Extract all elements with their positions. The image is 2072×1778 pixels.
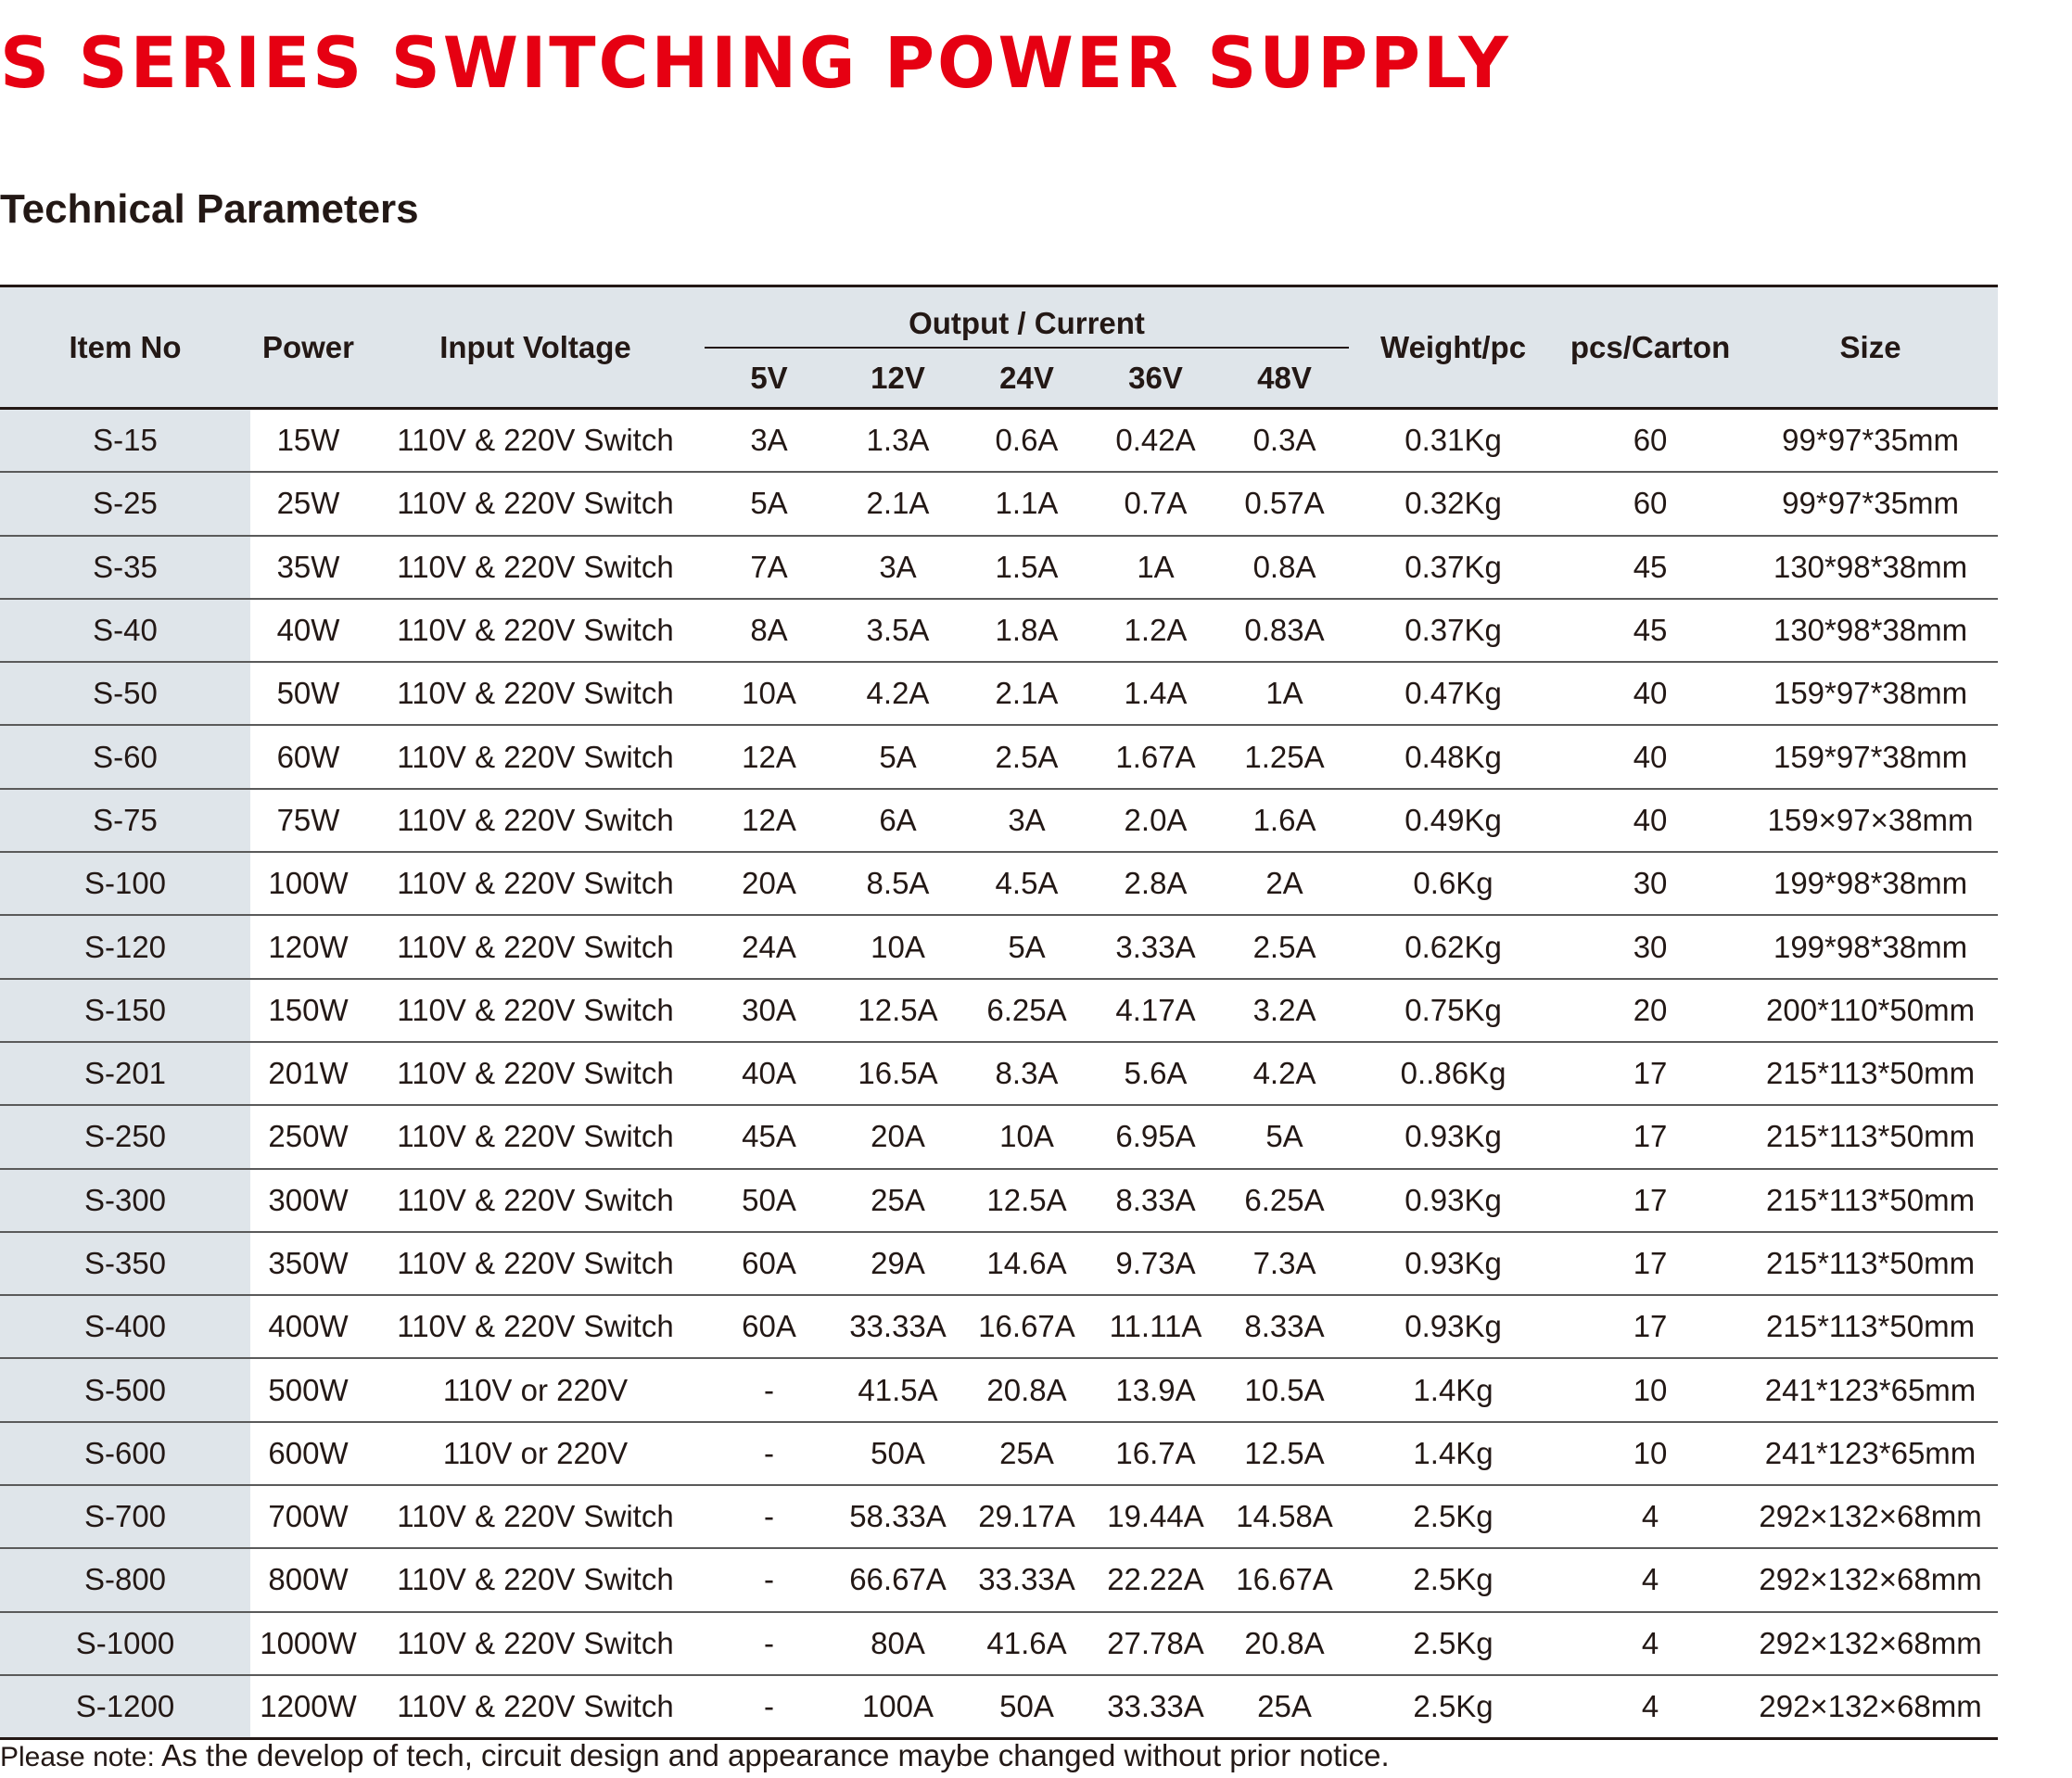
- cell-item-no: S-100: [0, 852, 250, 915]
- header-48v: 48V: [1220, 348, 1349, 409]
- cell-size: 292×132×68mm: [1759, 1689, 1982, 1724]
- cell-size: 215*113*50mm: [1743, 1105, 1998, 1168]
- cell-input-voltage: 110V & 220V Switch: [366, 1169, 705, 1232]
- cell-output-5v: 20A: [705, 852, 833, 915]
- cell-power: 500W: [250, 1358, 366, 1421]
- cell-output-24v: 10A: [962, 1105, 1091, 1168]
- table-row: [0, 1105, 1998, 1168]
- cell-power: 1000W: [250, 1612, 366, 1675]
- cell-input-voltage: 110V & 220V Switch: [366, 979, 705, 1042]
- cell-item-no: S-201: [0, 1042, 250, 1105]
- table-row: [0, 1548, 1998, 1611]
- cell-size: 159*97*38mm: [1743, 725, 1998, 788]
- table-header: [0, 286, 1998, 409]
- cell-weight: 0.37Kg: [1349, 599, 1557, 662]
- cell-output-48v: 4.2A: [1220, 1042, 1349, 1105]
- cell-output-24v: 4.5A: [962, 852, 1091, 915]
- cell-weight: 0.32Kg: [1349, 472, 1557, 535]
- cell-pcs-carton: 17: [1557, 1042, 1743, 1105]
- cell-power: 350W: [250, 1232, 366, 1295]
- cell-item-no: S-800: [0, 1548, 250, 1611]
- cell-output-24v: 20.8A: [962, 1358, 1091, 1421]
- cell-power: 700W: [250, 1485, 366, 1548]
- table-row: [0, 1295, 1998, 1358]
- table-row: [0, 409, 1998, 473]
- cell-output-5v: -: [705, 1422, 833, 1485]
- cell-pcs-carton: 45: [1557, 536, 1743, 599]
- cell-output-12v: 33.33A: [833, 1295, 962, 1358]
- cell-output-36v: 0.7A: [1091, 472, 1220, 535]
- cell-input-voltage: 110V & 220V Switch: [366, 1042, 705, 1105]
- cell-output-36v: 16.7A: [1091, 1422, 1220, 1485]
- cell-power: 35W: [250, 536, 366, 599]
- cell-power: 25W: [250, 472, 366, 535]
- cell-power: 100W: [250, 852, 366, 915]
- cell-input-voltage: 110V & 220V Switch: [366, 915, 705, 978]
- cell-output-5v: 10A: [705, 662, 833, 725]
- cell-output-48v: 8.33A: [1220, 1295, 1349, 1358]
- cell-size: 159*97*38mm: [1743, 662, 1998, 725]
- cell-output-5v: -: [705, 1612, 833, 1675]
- cell-output-12v: 1.3A: [833, 409, 962, 473]
- spec-table: [0, 285, 1998, 1740]
- cell-input-voltage: 110V & 220V Switch: [366, 472, 705, 535]
- cell-power: 60W: [250, 725, 366, 788]
- cell-item-no: S-500: [0, 1358, 250, 1421]
- cell-size: 241*123*65mm: [1743, 1358, 1998, 1421]
- cell-output-12v: 2.1A: [833, 472, 962, 535]
- section-heading: Technical Parameters: [0, 186, 419, 232]
- cell-pcs-carton: 60: [1557, 409, 1743, 473]
- cell-output-24v: 25A: [962, 1422, 1091, 1485]
- cell-output-5v: -: [705, 1358, 833, 1421]
- cell-input-voltage: 110V or 220V: [366, 1422, 705, 1485]
- cell-item-no: S-150: [0, 979, 250, 1042]
- table-body: [0, 409, 1998, 1739]
- cell-power: 75W: [250, 789, 366, 852]
- cell-power: 600W: [250, 1422, 366, 1485]
- cell-output-36v: 27.78A: [1091, 1612, 1220, 1675]
- cell-item-no: S-700: [0, 1485, 250, 1548]
- cell-output-48v: 10.5A: [1220, 1358, 1349, 1421]
- cell-output-12v: 6A: [833, 789, 962, 852]
- cell-item-no: S-50: [0, 662, 250, 725]
- cell-output-48v: 25A: [1257, 1689, 1312, 1724]
- cell-item-no: S-15: [0, 409, 250, 473]
- header-5v: 5V: [705, 348, 833, 409]
- cell-output-36v: 1.67A: [1091, 725, 1220, 788]
- cell-output-36v: 13.9A: [1091, 1358, 1220, 1421]
- cell-output-36v: 1.2A: [1091, 599, 1220, 662]
- cell-output-48v: 6.25A: [1220, 1169, 1349, 1232]
- header-size: Size: [1743, 286, 1998, 409]
- cell-power: 1200W: [260, 1689, 357, 1724]
- cell-input-voltage: 110V & 220V Switch: [366, 725, 705, 788]
- cell-size: 215*113*50mm: [1743, 1232, 1998, 1295]
- cell-output-24v: 3A: [962, 789, 1091, 852]
- cell-weight: 1.4Kg: [1349, 1358, 1557, 1421]
- table-row: [0, 1232, 1998, 1295]
- cell-output-12v: 3.5A: [833, 599, 962, 662]
- cell-output-48v: 1A: [1220, 662, 1349, 725]
- cell-power: 800W: [250, 1548, 366, 1611]
- table-row: [0, 1485, 1998, 1548]
- cell-size: 99*97*35mm: [1743, 409, 1998, 473]
- cell-output-48v: 1.25A: [1220, 725, 1349, 788]
- cell-output-24v: 12.5A: [962, 1169, 1091, 1232]
- cell-output-36v: 3.33A: [1091, 915, 1220, 978]
- cell-input-voltage: 110V & 220V Switch: [366, 536, 705, 599]
- cell-output-48v: 1.6A: [1220, 789, 1349, 852]
- cell-output-12v: 66.67A: [833, 1548, 962, 1611]
- cell-input-voltage: 110V & 220V Switch: [366, 1485, 705, 1548]
- cell-output-24v: 50A: [999, 1689, 1054, 1724]
- cell-output-36v: 6.95A: [1091, 1105, 1220, 1168]
- cell-input-voltage: 110V & 220V Switch: [366, 1548, 705, 1611]
- cell-pcs-carton: 4: [1557, 1548, 1743, 1611]
- cell-output-12v: 80A: [833, 1612, 962, 1675]
- cell-output-36v: 5.6A: [1091, 1042, 1220, 1105]
- table-row: [0, 1169, 1998, 1232]
- cell-pcs-carton: 40: [1557, 662, 1743, 725]
- cell-pcs-carton: 60: [1557, 472, 1743, 535]
- table-row: [0, 1358, 1998, 1421]
- cell-output-12v: 100A: [861, 1689, 934, 1724]
- cell-output-24v: 29.17A: [962, 1485, 1091, 1548]
- cell-weight: 2.5Kg: [1349, 1548, 1557, 1611]
- cell-input-voltage: 110V & 220V Switch: [366, 662, 705, 725]
- cell-output-36v: 22.22A: [1091, 1548, 1220, 1611]
- cell-size: 215*113*50mm: [1743, 1169, 1998, 1232]
- cell-input-voltage: 110V & 220V Switch: [366, 1232, 705, 1295]
- cell-item-no: S-400: [0, 1295, 250, 1358]
- cell-size: 292×132×68mm: [1743, 1548, 1998, 1611]
- header-power: Power: [250, 286, 366, 409]
- table-row: [0, 789, 1998, 852]
- cell-output-12v: 41.5A: [833, 1358, 962, 1421]
- cell-output-36v: 19.44A: [1091, 1485, 1220, 1548]
- cell-pcs-carton: 17: [1557, 1295, 1743, 1358]
- cell-output-24v: 1.1A: [962, 472, 1091, 535]
- cell-weight: 0.48Kg: [1349, 725, 1557, 788]
- cell-output-48v: 14.58A: [1220, 1485, 1349, 1548]
- cell-output-48v: 7.3A: [1220, 1232, 1349, 1295]
- cell-output-36v: 11.11A: [1091, 1295, 1220, 1358]
- cell-weight: 0.93Kg: [1349, 1232, 1557, 1295]
- cell-size: 241*123*65mm: [1743, 1422, 1998, 1485]
- cell-pcs-carton: 40: [1557, 725, 1743, 788]
- cell-pcs-carton: 20: [1557, 979, 1743, 1042]
- cell-item-no: S-350: [0, 1232, 250, 1295]
- cell-input-voltage: 110V or 220V: [366, 1358, 705, 1421]
- table-row: [0, 852, 1998, 915]
- cell-power: 40W: [250, 599, 366, 662]
- cell-output-5v: 8A: [705, 599, 833, 662]
- cell-input-voltage: 110V & 220V Switch: [366, 409, 705, 473]
- cell-output-24v: 14.6A: [962, 1232, 1091, 1295]
- cell-output-5v: 7A: [705, 536, 833, 599]
- cell-output-36v: 1.4A: [1091, 662, 1220, 725]
- cell-size: 292×132×68mm: [1743, 1612, 1998, 1675]
- cell-output-12v: 10A: [833, 915, 962, 978]
- cell-input-voltage: 110V & 220V Switch: [366, 789, 705, 852]
- cell-weight: 0.75Kg: [1349, 979, 1557, 1042]
- cell-weight: 0.93Kg: [1349, 1105, 1557, 1168]
- cell-output-5v: 12A: [705, 725, 833, 788]
- cell-pcs-carton: 17: [1557, 1169, 1743, 1232]
- cell-item-no: S-250: [0, 1105, 250, 1168]
- cell-output-24v: 1.8A: [962, 599, 1091, 662]
- cell-output-5v: -: [705, 1548, 833, 1611]
- cell-output-36v: 8.33A: [1091, 1169, 1220, 1232]
- table-row: [0, 536, 1998, 599]
- cell-output-12v: 12.5A: [833, 979, 962, 1042]
- cell-output-24v: 5A: [962, 915, 1091, 978]
- cell-output-12v: 20A: [833, 1105, 962, 1168]
- cell-pcs-carton: 30: [1557, 915, 1743, 978]
- cell-output-5v: 12A: [705, 789, 833, 852]
- cell-output-48v: 3.2A: [1220, 979, 1349, 1042]
- cell-weight: 0.6Kg: [1349, 852, 1557, 915]
- cell-output-12v: 58.33A: [833, 1485, 962, 1548]
- cell-size: 99*97*35mm: [1743, 472, 1998, 535]
- cell-item-no: S-25: [0, 472, 250, 535]
- cell-item-no: S-600: [0, 1422, 250, 1485]
- cell-output-36v: 4.17A: [1091, 979, 1220, 1042]
- cell-weight: 2.5Kg: [1349, 1612, 1557, 1675]
- cell-pcs-carton: 40: [1557, 789, 1743, 852]
- footnote-text: As the develop of tech, circuit design and appearance maybe changed without prior notice.: [154, 1738, 1390, 1772]
- cell-pcs-carton: 4: [1641, 1689, 1659, 1724]
- cell-weight: 2.5Kg: [1349, 1485, 1557, 1548]
- cell-output-24v: 41.6A: [962, 1612, 1091, 1675]
- cell-output-24v: 2.1A: [962, 662, 1091, 725]
- table-row: [0, 472, 1998, 535]
- header-36v: 36V: [1091, 348, 1220, 409]
- cell-weight: 2.5Kg: [1413, 1689, 1494, 1724]
- cell-power: 400W: [250, 1295, 366, 1358]
- cell-size: 130*98*38mm: [1743, 599, 1998, 662]
- cell-item-no: S-120: [0, 915, 250, 978]
- cell-output-5v: 50A: [705, 1169, 833, 1232]
- cell-power: 201W: [250, 1042, 366, 1105]
- cell-output-24v: 1.5A: [962, 536, 1091, 599]
- cell-size: 159×97×38mm: [1743, 789, 1998, 852]
- cell-input-voltage: 110V & 220V Switch: [366, 599, 705, 662]
- cell-output-12v: 5A: [833, 725, 962, 788]
- cell-output-12v: 4.2A: [833, 662, 962, 725]
- header-item-no: Item No: [0, 286, 250, 409]
- cell-weight: 0.31Kg: [1349, 409, 1557, 473]
- cell-output-36v: 9.73A: [1091, 1232, 1220, 1295]
- cell-output-24v: 6.25A: [962, 979, 1091, 1042]
- table-row: [0, 662, 1998, 725]
- cell-pcs-carton: 4: [1557, 1485, 1743, 1548]
- cell-output-36v: 2.0A: [1091, 789, 1220, 852]
- cell-output-12v: 8.5A: [833, 852, 962, 915]
- header-pcs-carton: pcs/Carton: [1557, 286, 1743, 409]
- table-row: [0, 1422, 1998, 1485]
- cell-item-no: S-35: [0, 536, 250, 599]
- table-row: [0, 725, 1998, 788]
- cell-weight: 0..86Kg: [1349, 1042, 1557, 1105]
- cell-pcs-carton: 17: [1557, 1105, 1743, 1168]
- cell-output-5v: -: [705, 1485, 833, 1548]
- table-row: [0, 1675, 1998, 1739]
- cell-size: 215*113*50mm: [1743, 1042, 1998, 1105]
- cell-output-48v: 16.67A: [1220, 1548, 1349, 1611]
- table-row: [0, 979, 1998, 1042]
- cell-pcs-carton: 45: [1557, 599, 1743, 662]
- cell-input-voltage: 110V & 220V Switch: [366, 1612, 705, 1675]
- cell-output-12v: 25A: [833, 1169, 962, 1232]
- header-weight: Weight/pc: [1349, 286, 1557, 409]
- cell-output-5v: -: [764, 1689, 774, 1724]
- cell-size: 199*98*38mm: [1743, 852, 1998, 915]
- footnote: [0, 1735, 1390, 1778]
- header-input-voltage: Input Voltage: [366, 286, 705, 409]
- cell-weight: 0.93Kg: [1349, 1295, 1557, 1358]
- cell-weight: 0.93Kg: [1349, 1169, 1557, 1232]
- header-output-current: Output / Current: [705, 286, 1349, 349]
- cell-output-48v: 20.8A: [1220, 1612, 1349, 1675]
- cell-output-48v: 0.8A: [1220, 536, 1349, 599]
- cell-power: 15W: [250, 409, 366, 473]
- cell-output-5v: 60A: [705, 1295, 833, 1358]
- cell-input-voltage: 110V & 220V Switch: [366, 1105, 705, 1168]
- cell-power: 250W: [250, 1105, 366, 1168]
- cell-output-48v: 0.3A: [1220, 409, 1349, 473]
- cell-pcs-carton: 10: [1557, 1358, 1743, 1421]
- cell-output-5v: 24A: [705, 915, 833, 978]
- cell-output-24v: 16.67A: [962, 1295, 1091, 1358]
- cell-power: 50W: [250, 662, 366, 725]
- cell-output-5v: 3A: [705, 409, 833, 473]
- table-row: [0, 1042, 1998, 1105]
- cell-pcs-carton: 4: [1557, 1612, 1743, 1675]
- page-title: S SERIES SWITCHING POWER SUPPLY: [0, 21, 1511, 104]
- cell-item-no: S-75: [0, 789, 250, 852]
- cell-output-12v: 29A: [833, 1232, 962, 1295]
- cell-weight: 0.47Kg: [1349, 662, 1557, 725]
- cell-weight: 1.4Kg: [1349, 1422, 1557, 1485]
- cell-output-24v: 8.3A: [962, 1042, 1091, 1105]
- cell-power: 150W: [250, 979, 366, 1042]
- cell-output-5v: 60A: [705, 1232, 833, 1295]
- cell-output-48v: 2.5A: [1220, 915, 1349, 978]
- table-row: [0, 1612, 1998, 1675]
- cell-size: 200*110*50mm: [1743, 979, 1998, 1042]
- cell-item-no: S-1000: [0, 1612, 250, 1675]
- cell-size: 292×132×68mm: [1743, 1485, 1998, 1548]
- cell-output-48v: 0.57A: [1220, 472, 1349, 535]
- cell-output-5v: 45A: [705, 1105, 833, 1168]
- cell-output-5v: 5A: [705, 472, 833, 535]
- cell-pcs-carton: 30: [1557, 852, 1743, 915]
- cell-output-36v: 1A: [1091, 536, 1220, 599]
- cell-output-12v: 50A: [833, 1422, 962, 1485]
- footnote-label: Please note:: [0, 1742, 155, 1772]
- cell-output-48v: 0.83A: [1220, 599, 1349, 662]
- cell-output-48v: 5A: [1220, 1105, 1349, 1168]
- cell-size: 130*98*38mm: [1743, 536, 1998, 599]
- cell-weight: 0.62Kg: [1349, 915, 1557, 978]
- cell-item-no: S-300: [0, 1169, 250, 1232]
- table-row: [0, 915, 1998, 978]
- cell-size: 199*98*38mm: [1743, 915, 1998, 978]
- cell-output-48v: 2A: [1220, 852, 1349, 915]
- cell-item-no: S-40: [0, 599, 250, 662]
- cell-input-voltage: 110V & 220V Switch: [366, 852, 705, 915]
- cell-power: 120W: [250, 915, 366, 978]
- cell-pcs-carton: 17: [1557, 1232, 1743, 1295]
- cell-weight: 0.49Kg: [1349, 789, 1557, 852]
- cell-output-36v: 33.33A: [1107, 1689, 1204, 1724]
- cell-input-voltage: 110V & 220V Switch: [397, 1689, 674, 1724]
- cell-weight: 0.37Kg: [1349, 536, 1557, 599]
- table-row: [0, 599, 1998, 662]
- cell-output-5v: 30A: [705, 979, 833, 1042]
- cell-output-24v: 0.6A: [962, 409, 1091, 473]
- header-12v: 12V: [833, 348, 962, 409]
- cell-item-no: S-1200: [0, 1675, 250, 1739]
- cell-output-36v: 0.42A: [1091, 409, 1220, 473]
- cell-output-5v: 40A: [705, 1042, 833, 1105]
- cell-output-24v: 33.33A: [962, 1548, 1091, 1611]
- cell-output-36v: 2.8A: [1091, 852, 1220, 915]
- cell-power: 300W: [250, 1169, 366, 1232]
- cell-output-12v: 3A: [833, 536, 962, 599]
- cell-output-12v: 16.5A: [833, 1042, 962, 1105]
- cell-output-48v: 12.5A: [1220, 1422, 1349, 1485]
- cell-size: 215*113*50mm: [1743, 1295, 1998, 1358]
- cell-pcs-carton: 10: [1557, 1422, 1743, 1485]
- cell-input-voltage: 110V & 220V Switch: [366, 1295, 705, 1358]
- cell-item-no: S-60: [0, 725, 250, 788]
- cell-output-24v: 2.5A: [962, 725, 1091, 788]
- header-24v: 24V: [962, 348, 1091, 409]
